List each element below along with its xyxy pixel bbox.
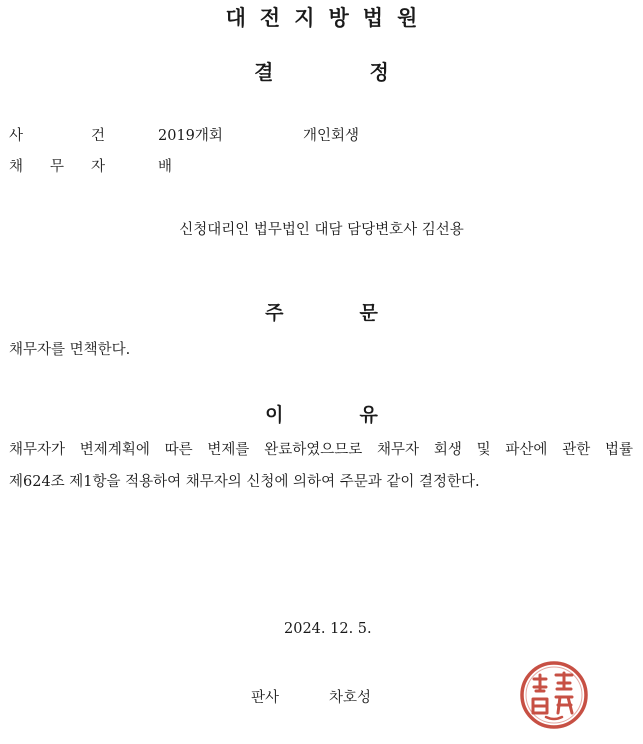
judge-name: 차호성 — [329, 690, 372, 706]
reason-line-2: 제624조 제1항을 적용하여 채무자의 신청에 의하여 주문과 같이 결정한다. — [9, 474, 480, 490]
order-text: 채무자를 면책한다. — [9, 342, 131, 358]
case-label — [9, 124, 105, 145]
reason-line-1: 채무자가 변제계획에 따른 변제를 완료하였으므로 채무자 회생 및 파산에 관한 법률 — [9, 442, 633, 458]
document-title — [0, 56, 643, 85]
judge-seal-stamp — [516, 657, 592, 733]
judge-title: 판사 — [251, 690, 280, 706]
debtor-label-char: 채 — [9, 159, 24, 175]
court-name-char: 대 — [225, 6, 260, 30]
debtor-label — [9, 155, 105, 176]
reason-heading-char: 유 — [359, 404, 378, 426]
court-name-char: 원 — [397, 6, 432, 30]
document-title-char: 결 — [254, 60, 274, 84]
applicant-agent: 신청대리인 법무법인 대담 담당변호사 김선용 — [179, 222, 464, 238]
court-name-char: 방 — [328, 6, 363, 30]
case-name: 개인회생 — [303, 128, 360, 144]
court-name-char: 전 — [259, 6, 295, 30]
reason-heading — [0, 400, 643, 427]
reason-heading-char: 이 — [265, 404, 284, 426]
debtor-label-char: 자 — [90, 159, 105, 175]
document-title-char: 정 — [369, 60, 389, 84]
order-heading-char: 문 — [359, 302, 378, 324]
order-heading — [0, 298, 643, 325]
decision-date: 2024. 12. 5. — [284, 621, 372, 637]
case-label-char: 건 — [90, 128, 105, 144]
court-name — [0, 2, 643, 32]
debtor-name: 배 — [158, 159, 173, 175]
case-label-char: 사 — [9, 128, 24, 144]
order-heading-char: 주 — [265, 302, 284, 324]
debtor-label-char: 무 — [49, 159, 64, 175]
court-name-char: 법 — [362, 6, 398, 30]
case-number: 2019개회 — [158, 128, 223, 144]
court-name-char: 지 — [294, 6, 329, 30]
